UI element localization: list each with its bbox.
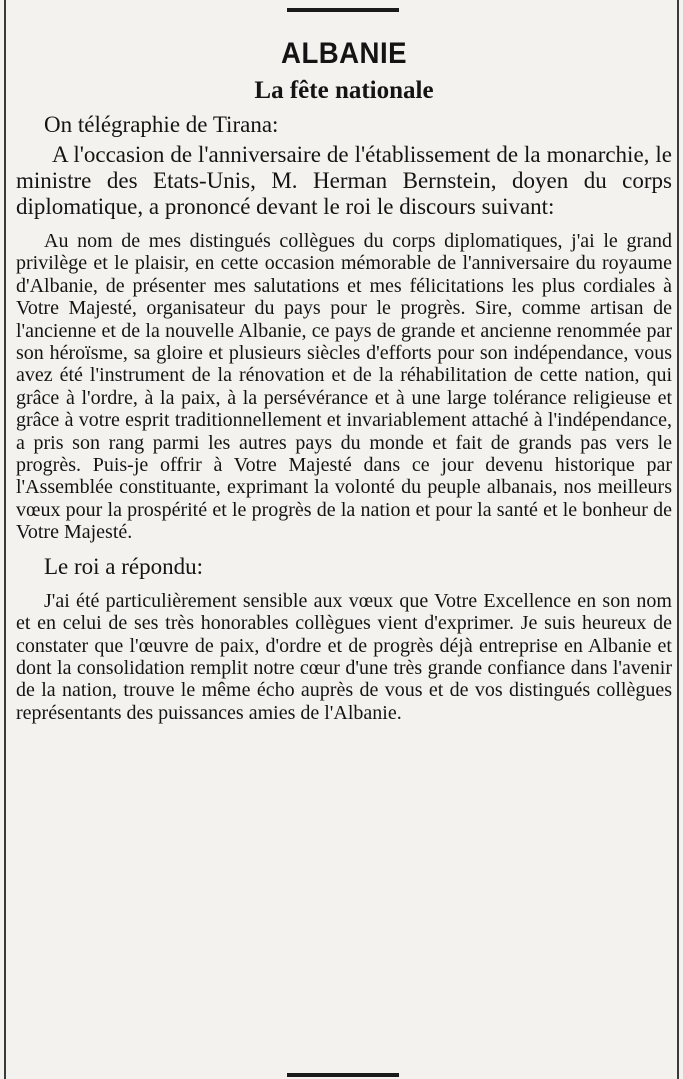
ambassador-speech: Au nom de mes distingués collègues du corps diplomatiques, j'ai le grand privilège et le plaisir, en cette occasion mémorable de l'anniversaire du royaume d'Albanie, de présenter mes salutations et mes félicitations les plus cordiales à Votre Majesté, organisateur du pays pour le progrès. Sire, comme artisan de l'ancienne et de la nouvelle Albanie, ce pays de grande et ancienne renommée par son héroïsme, sa gloire et plusieurs siècles d'efforts pour son indépendance, vous avez été l'instrument de la rénovation et de la réhabilitation de cette nation, qui grâce à l'ordre, à la paix, à la persévérance et à une large tolérance religieuse et grâce à votre esprit traditionnellement et invariablement attaché à l'indépendance, a pris son rang parmi les autres pays du monde et fait de grands pas vers le progrès. Puis-je offrir à Votre Majesté dans ce jour devenu historique par l'Assemblée constituante, exprimant la volonté du peuple albanais, nos meilleurs vœux pour la prospérité et le progrès de la nation et pour la santé et le bonheur de Votre Majesté.: [16, 230, 672, 544]
bottom-divider: [287, 1073, 399, 1077]
article-dateline: On télégraphie de Tirana:: [44, 112, 279, 137]
article-lead-paragraph: A l'occasion de l'anniversaire de l'établissement de la monarchie, le ministre des Etats-Unis, M. Herman Bernstein, doyen du corps diplomatique, a prononcé devant le roi le discours suivant:: [16, 142, 672, 219]
news-article: [16, 30, 672, 724]
column-rule-left: [4, 0, 6, 1079]
article-subhead: La fête nationale: [254, 77, 434, 104]
column-rule-right: [677, 0, 679, 1079]
top-divider: [287, 8, 399, 12]
king-reply-intro: Le roi a répondu:: [44, 553, 204, 579]
article-headline: ALBANIE: [281, 37, 407, 70]
king-reply: J'ai été particulièrement sensible aux vœux que Votre Excellence en son nom et en celui de ses très honorables collègues vient d'exprimer. Je suis heureux de constater que l'œuvre de paix, d'ordre et de progrès déjà entreprise en Albanie et dont la consolidation remplit notre cœur d'une très grande confiance dans l'avenir de la nation, trouve le même écho auprès de vous et de vos distingués collègues représentants des puissances amies de l'Albanie.: [16, 589, 672, 724]
